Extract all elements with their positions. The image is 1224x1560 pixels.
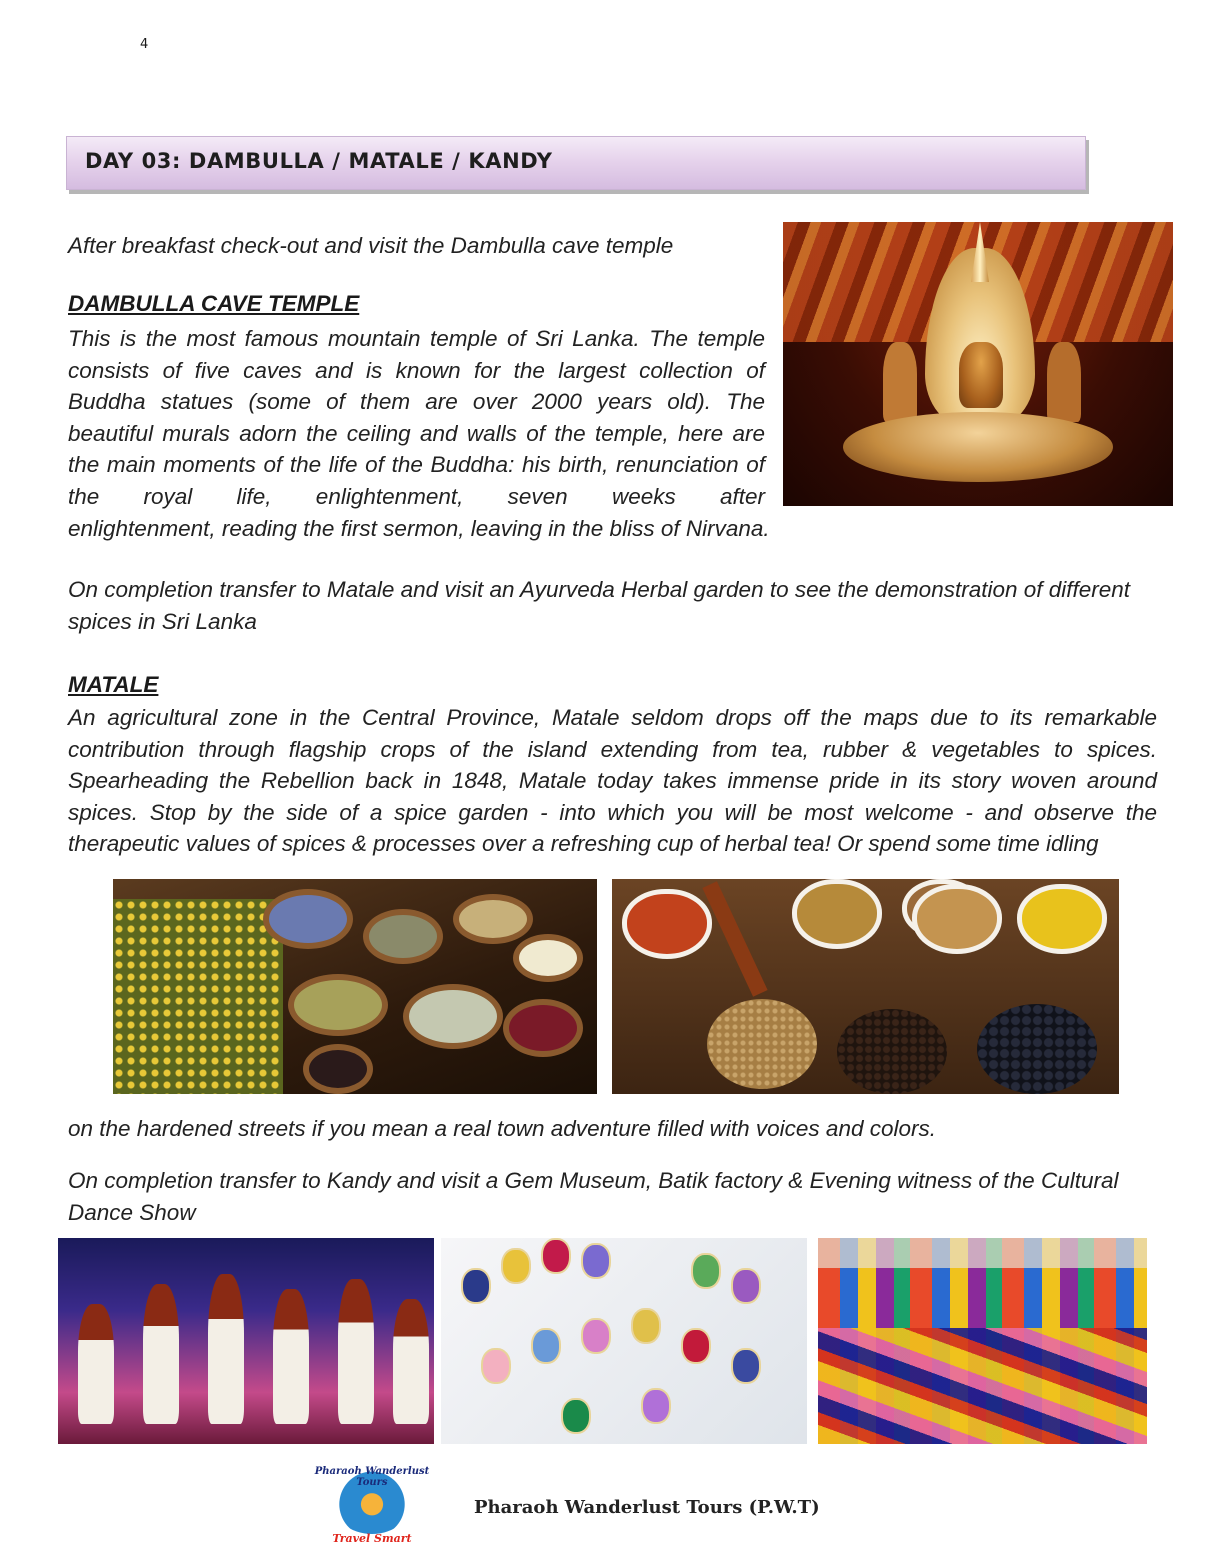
violet-gem: [641, 1388, 671, 1424]
logo-tagline: Travel Smart: [332, 1532, 412, 1545]
fenugreek-spoon: [792, 879, 882, 949]
shop-roof: [818, 1238, 1147, 1268]
amethyst-gem: [581, 1243, 611, 1279]
herb-bowl: [363, 909, 443, 964]
day-title-banner: [66, 136, 1086, 190]
footer-company-name: Pharaoh Wanderlust Tours (P.W.T): [474, 1497, 820, 1518]
matale-heading: MATALE: [68, 672, 159, 697]
emerald-gem: [561, 1398, 591, 1434]
paprika-spoon: [622, 889, 712, 959]
pink-gem: [481, 1348, 511, 1384]
blue-gem: [531, 1328, 561, 1364]
herb-bowl: [453, 894, 533, 944]
batik-fabrics-display: [818, 1328, 1147, 1444]
dancer: [273, 1289, 309, 1424]
turmeric-spoon: [1017, 884, 1107, 954]
dambulla-body: This is the most famous mountain temple of Sri Lanka. The temple consists of five caves and is known for the largest collection of Buddha statues (some of them are over 2000 years old). The beautiful murals adorn the ceiling and walls of the temple, here are the main moments of the life of the Buddha: his birth, renunciation of the royal life, enlightenment, seven weeks after: [68, 326, 765, 509]
coriander-pile: [707, 999, 817, 1089]
green-gem: [691, 1253, 721, 1289]
herb-bowl: [513, 934, 583, 982]
ruby-gem: [541, 1238, 571, 1274]
spices-spoons-photo: [612, 879, 1119, 1094]
stupa-base: [843, 412, 1113, 482]
batik-factory-photo: [818, 1238, 1147, 1444]
side-buddha-statue: [883, 342, 917, 422]
sapphire-gem: [731, 1348, 761, 1384]
herb-bowl: [288, 974, 388, 1036]
company-logo: [310, 1466, 434, 1554]
seated-buddha-statue: [959, 342, 1003, 408]
peppercorn-pile: [977, 1004, 1097, 1094]
cultural-dance-show-photo: [58, 1238, 434, 1444]
herbal-bowls-photo: [113, 879, 597, 1094]
side-buddha-statue: [1047, 342, 1081, 422]
dancer: [338, 1279, 374, 1424]
yellow-flowers: [113, 899, 283, 1094]
day-title: DAY 03: DAMBULLA / MATALE / KANDY: [85, 149, 553, 173]
logo-brand-text: Pharaoh Wanderlust Tours: [314, 1466, 430, 1488]
transfer-matale-text: On completion transfer to Matale and visit an Ayurveda Herbal garden to see the demonstration of different spices in Sri Lanka: [68, 577, 1131, 634]
cinnamon-stick: [702, 881, 767, 997]
ruby-gem: [681, 1328, 711, 1364]
yellow-sapphire-gem: [631, 1308, 661, 1344]
cumin-spoon: [912, 884, 1002, 954]
sapphire-gem: [461, 1268, 491, 1304]
dancer: [143, 1284, 179, 1424]
yellow-gem: [501, 1248, 531, 1284]
dambulla-cave-temple-photo: [783, 222, 1173, 506]
dancer: [78, 1304, 114, 1424]
gem-jewelry-photo: [441, 1238, 807, 1444]
intro-text: After breakfast check-out and visit the Dambulla cave temple: [68, 233, 674, 258]
allspice-pile: [837, 1009, 947, 1094]
dambulla-body-last-line: enlightenment, reading the first sermon, leaving in the bliss of Nirvana.: [68, 516, 770, 541]
transfer-kandy-text: On completion transfer to Kandy and visit a Gem Museum, Batik factory & Evening witness of the Cultural Dance Show: [68, 1168, 1119, 1225]
matale-continuation-text: on the hardened streets if you mean a real town adventure filled with voices and colors.: [68, 1116, 936, 1141]
dambulla-heading: DAMBULLA CAVE TEMPLE: [68, 291, 360, 316]
pink-sapphire-gem: [581, 1318, 611, 1354]
dancer: [208, 1274, 244, 1424]
herb-bowl: [263, 889, 353, 949]
matale-body: An agricultural zone in the Central Province, Matale seldom drops off the maps due to its remarkable contribution through flagship crops of the island extending from tea, rubber & vegetables to spices. Spearheading the Rebellion back in 1848, Matale today takes immense pride in its story woven around spices. Stop by the side of a spice garden - into which you will be most welcome - and observe the therapeutic values of spices & processes over a refreshing cup of herbal tea! Or spend some time idling: [68, 705, 1157, 856]
herb-bowl: [403, 984, 503, 1049]
herb-bowl: [503, 999, 583, 1057]
herb-bowl: [303, 1044, 373, 1094]
page-number: 4: [140, 37, 149, 52]
purple-gem: [731, 1268, 761, 1304]
dancer: [393, 1299, 429, 1424]
